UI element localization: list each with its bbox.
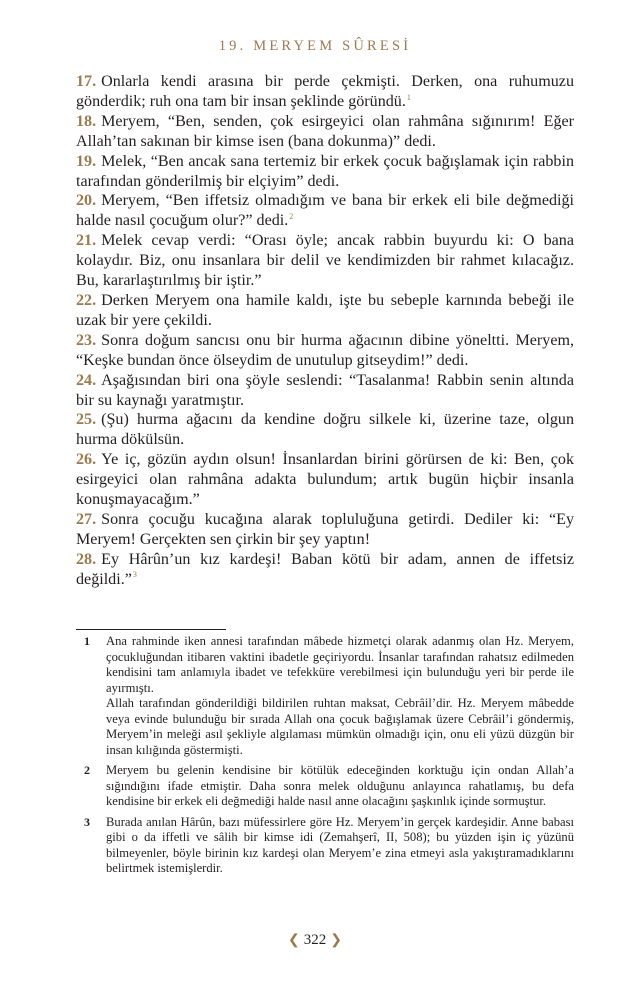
ornament-right-icon: ❯ (330, 933, 342, 948)
footnote-paragraph: Meryem bu gelenin kendisine bir kötülük edeceğinden korktuğu için ondan Allah’a sığındığını ifade etmiştir. Daha sonra melek olduğunu anlayınca rahatlamış, bu defa kendisine bir erkek eli değmediği halde nasıl anne olacağını şaşkınlık içinde sormuştur. (106, 763, 574, 808)
verse-number: 25. (76, 411, 97, 429)
verse (76, 231, 574, 291)
footnote-number: 3 (84, 814, 90, 829)
verse-number: 24. (76, 371, 97, 389)
verse-text: Aşağısından biri ona şöyle seslendi: “Tasalanma! Rabbin senin altında bir su kaynağı yaratmıştır. (76, 371, 574, 409)
ornament-left-icon: ❮ (288, 933, 300, 948)
verse (76, 410, 574, 450)
verse (76, 371, 574, 411)
footnote-divider (76, 629, 226, 630)
verse-text: Meryem, “Ben iffetsiz olmadığım ve bana bir erkek eli bile değmediği halde nasıl çocuğum olur?” dedi. (76, 192, 574, 230)
verse-list (76, 72, 574, 590)
footnote-paragraph: Allah tarafından gönderildiği bildirilen ruhtan maksat, Cebrâil’dir. Hz. Meryem mâbedde veya evinde bulunduğu bir sırada Allah ona çocuk bağışlamak üzere Cebrâil’i göndermiş, Meryem’in meleği asıl şekliyle algılaması mümkün olmadığı için, onu eli yüzü düzgün bir insan kılığında göstermişti. (106, 696, 574, 757)
verse-text: Ey Hârûn’un kız kardeşi! Baban kötü bir adam, annen de iffetsiz değildi.” (76, 550, 574, 588)
verse-number: 17. (76, 73, 97, 90)
verse-text: (Şu) hurma ağacını da kendine doğru silkele ki, üzerine taze, olgun hurma dökülsün. (76, 411, 574, 449)
footnote-marker[interactable]: 3 (132, 570, 137, 580)
footnote-number: 2 (84, 763, 90, 777)
footnote-marker[interactable]: 2 (289, 211, 294, 221)
verse (76, 510, 574, 550)
footnote (76, 763, 574, 810)
verse-text: Sonra doğum sancısı onu bir hurma ağacının dibine yöneltti. Meryem, “Keşke bundan önce ölseydim de unutulup gitseydim!” dedi. (76, 331, 574, 369)
verse-text: Melek, “Ben ancak sana tertemiz bir erkek çocuk bağışlamak için rabbin tarafından gönderilmiş bir elçiyim” dedi. (76, 152, 574, 190)
verse-text: Meryem, “Ben, senden, çok esirgeyici olan rahmâna sığınırım! Eğer Allah’tan sakınan bir kimse isen (bana dokunma)” dedi. (76, 112, 574, 150)
page-number (0, 932, 630, 949)
verse-text: Sonra çocuğu kucağına alarak topluluğuna getirdi. Dediler ki: “Ey Meryem! Gerçekten sen çirkin bir şey yaptın! (76, 510, 574, 548)
verse (76, 191, 574, 231)
verse (76, 152, 574, 192)
verse-text: Onlarla kendi arasına bir perde çekmişti. Derken, ona ruhumuzu gönderdik; ruh ona tam bir insan şeklinde göründü. (76, 73, 574, 110)
footnote-paragraph: Burada anılan Hârûn, bazı müfessirlere göre Hz. Meryem’in gerçek kardeşidir. Anne babası gibi o da iffetli ve sâlih bir kimse idi (Zemahşerî, II, 508); bu yüzden işin iç yüzünü bilmeyenler, böyle birinin kız kardeşi olan Meryem’e zina etmeyi asla yakıştıramadıklarını belirtmek istemişlerdir. (106, 814, 574, 875)
running-header: 19. MERYEM SÛRESİ (218, 38, 412, 54)
verse-number: 23. (76, 331, 97, 349)
verse-number: 21. (76, 232, 97, 250)
verse-number: 18. (76, 112, 97, 130)
verse (76, 550, 574, 590)
verse-number: 19. (76, 152, 97, 170)
verse-text: Melek cevap verdi: “Orası öyle; ancak rabbin buyurdu ki: O bana kolaydır. Biz, onu insanlara bir delil ve kendimizden bir rahmet kılacağız. Bu, kararlaştırılmış bir iştir.” (76, 232, 574, 290)
footnote-number: 1 (84, 634, 90, 648)
verse-number: 20. (76, 192, 97, 210)
verse-number: 28. (76, 550, 97, 568)
verse (76, 291, 574, 331)
footnote (76, 815, 574, 877)
verse-text: Ye iç, gözün aydın olsun! İnsanlardan birini görürsen de ki: Ben, çok esirgeyici olan rahmâna adakta bulundum; artık bugün hiçbir insanla konuşmayacağım.” (76, 451, 574, 509)
verse-text: Derken Meryem ona hamile kaldı, işte bu sebeple karnında bebeği ile uzak bir yere çekildi. (76, 291, 574, 329)
footnote-marker[interactable]: 1 (406, 92, 411, 102)
verse (76, 72, 574, 112)
verse (76, 331, 574, 371)
footnote-list (76, 634, 574, 882)
verse-number: 26. (76, 451, 97, 469)
footnote (76, 634, 574, 758)
verse-number: 27. (76, 510, 97, 528)
verse-number: 22. (76, 291, 97, 309)
verse (76, 450, 574, 510)
footnote-paragraph: Ana rahminde iken annesi tarafından mâbede hizmetçi olarak adanmış olan Hz. Meryem, çocukluğundan itibaren vaktini ibadetle geçiriyordu. İnsanlar tarafından rahatsız edilmeden kendisini tam anlamıyla ibadet ve tefekküre verebilmesi için bulunduğu yeri bir perde ile ayırmıştı. (106, 634, 574, 695)
verse (76, 112, 574, 152)
page-number-value: 322 (303, 932, 327, 948)
